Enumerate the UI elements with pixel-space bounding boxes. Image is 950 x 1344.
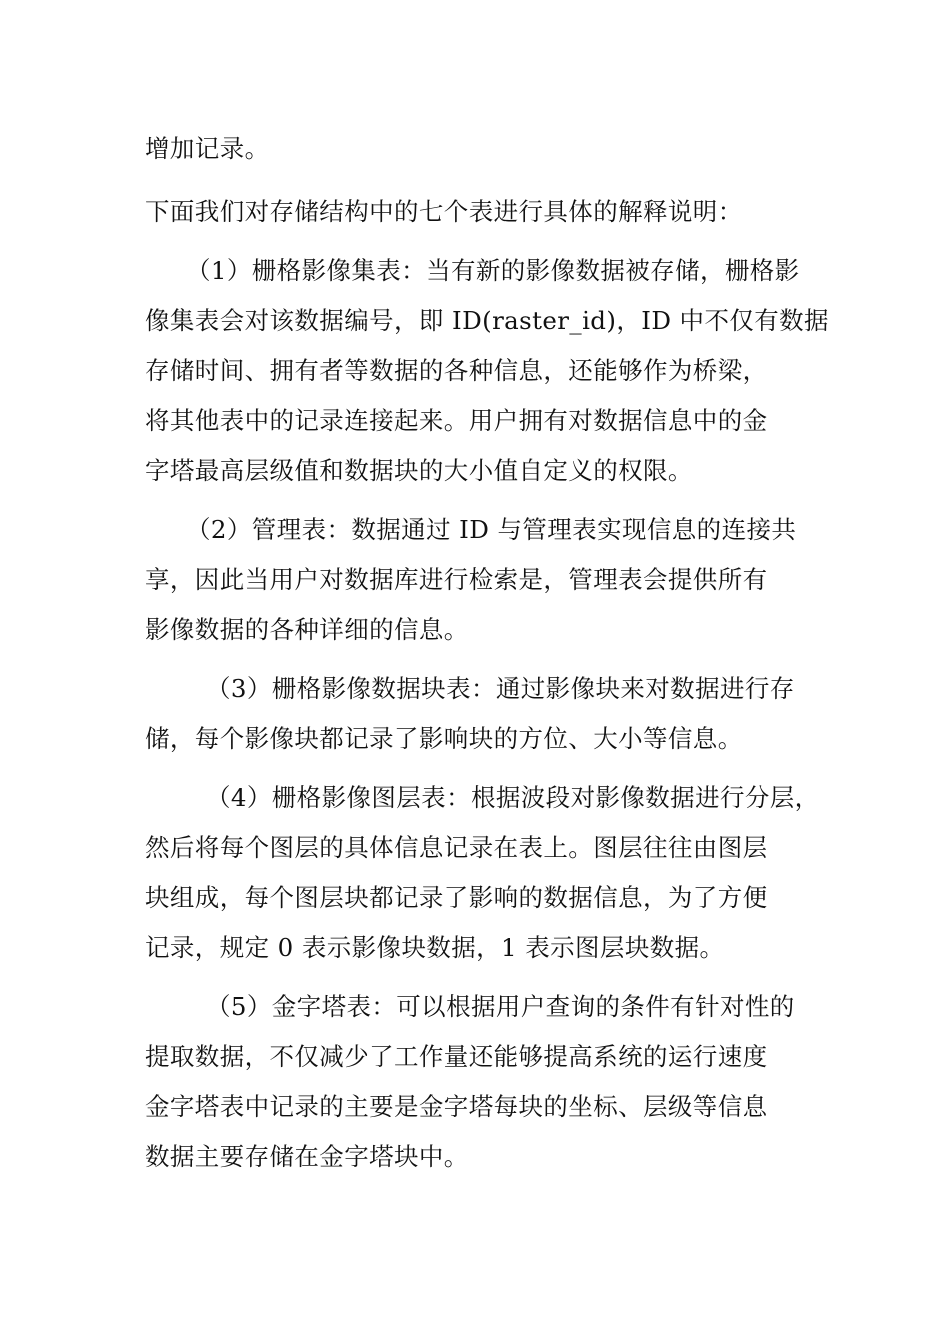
text-line: 提取数据，不仅减少了工作量还能够提高系统的运行速度: [145, 1042, 768, 1071]
text-line: 记录，规定 0 表示影像块数据，1 表示图层块数据。: [145, 933, 725, 962]
text-line: 将其他表中的记录连接起来。用户拥有对数据信息中的金: [145, 406, 768, 435]
text-line: 块组成，每个图层块都记录了影响的数据信息，为了方便: [145, 883, 768, 912]
text-line: 金字塔表中记录的主要是金字塔每块的坐标、层级等信息: [145, 1092, 768, 1121]
text-line: 储，每个影像块都记录了影响块的方位、大小等信息。: [145, 724, 743, 753]
text-line: 然后将每个图层的具体信息记录在表上。图层往往由图层: [145, 833, 768, 862]
text-line: （5）金字塔表：可以根据用户查询的条件有针对性的: [206, 992, 795, 1021]
text-line: （4）栅格影像图层表：根据波段对影像数据进行分层，: [206, 783, 820, 812]
text-line: （1）栅格影像集表：当有新的影像数据被存储，栅格影: [186, 256, 800, 285]
text-line: 数据主要存储在金字塔块中。: [145, 1142, 469, 1171]
text-line: （3）栅格影像数据块表：通过影像块来对数据进行存: [206, 674, 795, 703]
text-line: 影像数据的各种详细的信息。: [145, 615, 469, 644]
text-line: 字塔最高层级值和数据块的大小值自定义的权限。: [145, 456, 693, 485]
text-line: 享，因此当用户对数据库进行检索是，管理表会提供所有: [145, 565, 768, 594]
text-line: 下面我们对存储结构中的七个表进行具体的解释说明：: [145, 197, 743, 226]
text-line: 增加记录。: [145, 134, 270, 163]
text-line: （2）管理表：数据通过 ID 与管理表实现信息的连接共: [186, 515, 797, 544]
text-line: 像集表会对该数据编号，即 ID(raster_id)，ID 中不仅有数据: [145, 306, 829, 335]
text-line: 存储时间、拥有者等数据的各种信息，还能够作为桥梁，: [145, 356, 768, 385]
